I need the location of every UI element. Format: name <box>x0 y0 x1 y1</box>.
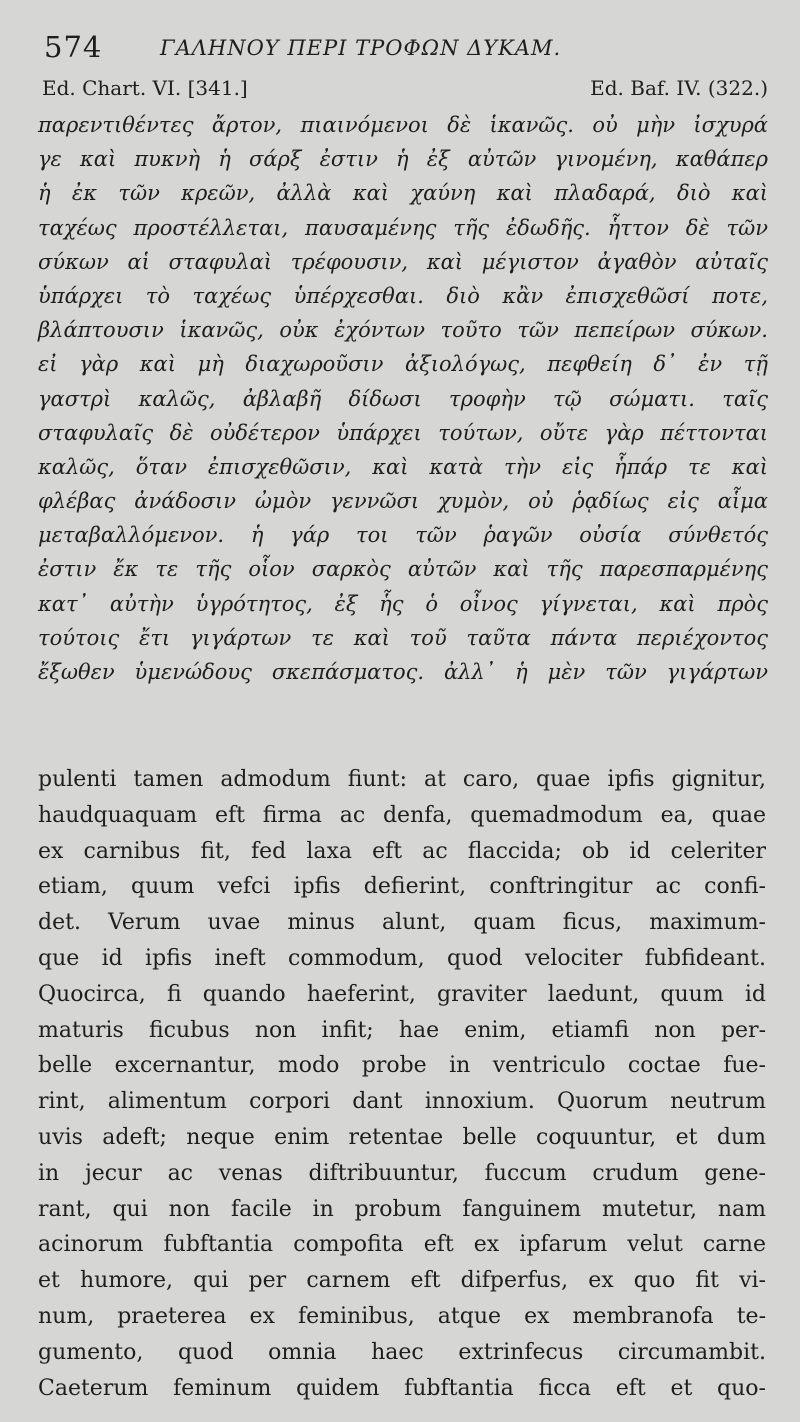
greek-line: ἔξωθεν ὑμενώδους σκεπάσματος. ἀλλ᾽ ἡ μὲν τῶν γιγάρτων <box>38 660 768 684</box>
latin-line: Caeterum feminum quidem fubftantia ficca eft et quo- <box>38 1375 766 1401</box>
latin-line: haudquaquam eft firma ac denfa, quemadmodum ea, quae <box>38 802 766 828</box>
latin-line: acinorum fubftantia compofita eft ex ipfarum velut carne <box>38 1232 766 1258</box>
greek-line: παρεντιθέντες ἄρτον, πιαινόμενοι δὲ ἱκανῶς. οὐ μὴν ἰσχυρά <box>38 113 768 137</box>
latin-line: ex carnibus fit, fed laxa eft ac flaccida; ob id celeriter <box>38 838 766 864</box>
latin-line: que id ipfis ineft commodum, quod velociter fubfideant. <box>38 945 766 971</box>
edition-reference-line <box>42 76 768 106</box>
greek-line: βλάπτουσιν ἱκανῶς, οὐκ ἐχόντων τοῦτο τῶν πεπείρων σύκων. <box>38 318 768 343</box>
latin-line: etiam, quum vefci ipfis defierint, conftringitur ac confi- <box>38 874 766 900</box>
greek-line: σταφυλαῖς δὲ οὐδέτερον ὑπάρχει τούτων, οὔτε γὰρ πέττονται <box>38 420 768 445</box>
greek-line: φλέβας ἀνάδοσιν ὠμὸν γεννῶσι χυμὸν, οὐ ῥᾳδίως εἰς αἷμα <box>38 489 768 514</box>
latin-line: rant, qui non facile in probum fanguinem mutetur, nam <box>38 1196 766 1222</box>
latin-line: Quocirca, fi quando haeferint, graviter laedunt, quum id <box>38 981 766 1007</box>
latin-line: num, praeterea ex feminibus, atque ex membranofa te- <box>38 1303 766 1329</box>
edition-reference-chart: Ed. Chart. VI. [341.] <box>42 76 248 100</box>
latin-text-block <box>38 762 766 1406</box>
greek-line: γαστρὶ καλῶς, ἀβλαβῆ δίδωσι τροφὴν τῷ σώματι. ταῖς <box>38 386 768 411</box>
greek-line: κατ᾽ αὐτὴν ὑγρότητος, ἐξ ἧς ὁ οἶνος γίγνεται, καὶ πρὸς <box>38 591 768 616</box>
latin-line: in jecur ac venas diftribuuntur, fuccum crudum gene- <box>38 1160 766 1186</box>
latin-line: belle excernantur, modo probe in ventriculo coctae fue- <box>38 1053 766 1079</box>
greek-line: ταχέως προστέλλεται, παυσαμένης τῆς ἐδωδῆς. ἧττον δὲ τῶν <box>38 215 768 240</box>
latin-line: maturis ficubus non infit; hae enim, etiamfi non per- <box>38 1017 766 1043</box>
greek-line: καλῶς, ὅταν ἐπισχεθῶσιν, καὶ κατὰ τὴν εἰς ἧπάρ τε καὶ <box>38 454 768 479</box>
greek-line: ἡ ἐκ τῶν κρεῶν, ἀλλὰ καὶ χαύνη καὶ πλαδαρά, διὸ καὶ <box>38 181 768 206</box>
greek-text-block <box>38 108 768 689</box>
running-title: ΓΑΛΗΝΟΥ ΠΕΡΙ ΤΡΟΦΩΝ ΔΥΚΑΜ. <box>160 36 562 60</box>
greek-line: ἐστιν ἔκ τε τῆς οἷον σαρκὸς αὐτῶν καὶ τῆς παρεσπαρμένης <box>38 557 768 582</box>
latin-line: gumento, quod omnia haec extrinfecus circumambit. <box>38 1339 766 1365</box>
latin-line: rint, alimentum corpori dant innoxium. Quorum neutrum <box>38 1089 766 1115</box>
greek-line: γε καὶ πυκνὴ ἡ σάρξ ἐστιν ἡ ἐξ αὐτῶν γινομένη, καθάπερ <box>38 147 768 172</box>
latin-line: uvis adeft; neque enim retentae belle coquuntur, et dum <box>38 1124 766 1150</box>
latin-line: et humore, qui per carnem eft difperfus, ex quo fit vi- <box>38 1268 766 1294</box>
greek-line: ὑπάρχει τὸ ταχέως ὑπέρχεσθαι. διὸ κἂν ἐπισχεθῶσί ποτε, <box>38 283 768 308</box>
running-head <box>40 26 770 66</box>
edition-reference-basel: Ed. Baf. IV. (322.) <box>590 76 768 100</box>
latin-line: det. Verum uvae minus alunt, quam ficus, maximum- <box>38 910 766 936</box>
greek-line: μεταβαλλόμενον. ἡ γάρ τοι τῶν ῥαγῶν οὐσία σύνθετός <box>38 523 768 548</box>
greek-line: εἰ γὰρ καὶ μὴ διαχωροῦσιν ἀξιολόγως, πεφθείη δ᾽ ἐν τῇ <box>38 352 768 377</box>
greek-line: τούτοις ἔτι γιγάρτων τε καὶ τοῦ ταῦτα πάντα περιέχοντος <box>38 625 768 650</box>
latin-line: pulenti tamen admodum fiunt: at caro, quae ipfis gignitur, <box>38 767 766 792</box>
page-number: 574 <box>44 30 103 64</box>
greek-line: σύκων αἱ σταφυλαὶ τρέφουσιν, καὶ μέγιστον ἀγαθὸν αὐταῖς <box>38 249 768 274</box>
